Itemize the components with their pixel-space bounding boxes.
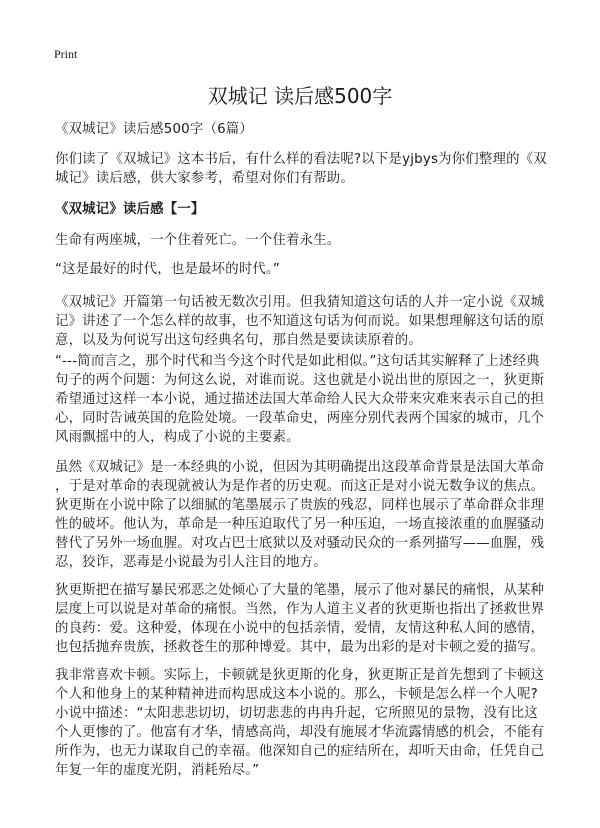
section-heading: 《双城记》读后感【一】: [55, 202, 205, 217]
text-line: 记》讲述了一个怎么样的故事，也不知道这句话为何而说。如果想理解这句话的原: [55, 314, 545, 329]
text-line: 所作为，也无力谋取自己的幸福。他深知自己的症结所在，却听天由命，任凭自己: [55, 744, 545, 759]
body-paragraph: [55, 352, 544, 447]
text-line: 层度上可以说是对革命的痛恨。当然，作为人道主义者的狄更斯也指出了拯救世界: [55, 602, 545, 617]
text-line: “这是最好的时代，也是最坏的时代。”: [55, 262, 281, 277]
text-line: 我非常喜欢卡顿。实际上，卡顿就是狄更斯的化身，狄更斯正是首先想到了卡顿这: [55, 668, 545, 683]
page-title: 双城记 读后感500字: [207, 84, 393, 108]
text-line: 意，以及为何说写出这句经典名句，那自然是要读读原着的。: [55, 333, 422, 348]
text-line: 风雨飘摇中的人，构成了小说的主要素。: [55, 430, 300, 445]
print-link[interactable]: Print: [54, 47, 78, 61]
text-line: 虽然《双城记》是一本经典的小说，但因为其明确提出这段革命背景是法国大革命: [55, 460, 545, 475]
body-paragraph: [55, 260, 280, 279]
intro-paragraph: [55, 150, 547, 188]
text-line: 忍，狡诈，恶毒是小说最为引人注目的地方。: [55, 555, 327, 570]
text-line: 小说中描述：“太阳悲悲切切，切切悲悲的冉冉升起，它所照见的景物，没有比这: [55, 706, 538, 721]
text-line: 性的破坏。他认为，革命是一种压迫取代了另一种压迫，一场直接浓重的血腥骚动: [55, 517, 545, 532]
body-paragraph: [55, 293, 544, 350]
text-line: 狄更斯把在描写暴民邪恶之处倾心了大量的笔墨，展示了他对暴民的痛恨，从某种: [55, 583, 545, 598]
text-line: 城记》读后感，供大家参考，希望对你们有帮助。: [55, 171, 354, 186]
body-paragraph: [55, 581, 544, 657]
body-paragraph: [55, 458, 544, 572]
text-line: 生命有两座城，一个住着死亡。一个住着永生。: [55, 233, 341, 248]
text-line: ，于是对革命的表现就被认为是作者的历史观。而这正是对小说无数争议的焦点。: [55, 479, 545, 494]
text-line: 句子的两个问题：为何这么说，对谁而说。这也就是小说出世的原因之一，狄更斯: [55, 373, 545, 388]
text-line: 《双城记》开篇第一句话被无数次引用。但我猜知道这句话的人并一定小说《双城: [55, 295, 545, 310]
text-line: 心，同时告诫英国的危险处境。一段革命史，两座分别代表两个国家的城市，几个: [55, 411, 545, 426]
text-line: 替代了另外一场血腥。对攻占巴士底狱以及对骚动民众的一系列描写——血腥，残: [55, 536, 545, 551]
text-line: “---简而言之，那个时代和当今这个时代是如此相似。”这句话其实解释了上述经典: [55, 354, 540, 369]
text-line: 也包括抛弃贵族，拯救苍生的那种博爱。其中，最为出彩的是对卡顿之爱的描写。: [55, 640, 545, 655]
text-line: 的良药：爱。这种爱，体现在小说中的包括亲情，爱情，友情这种私人间的感情，: [55, 621, 545, 636]
body-paragraph: [55, 666, 544, 780]
text-line: 个人更惨的了。他富有才华，情感高尚，却没有施展才华流露情感的机会，不能有: [55, 725, 545, 740]
text-line: 希望通过这样一本小说，通过描述法国大革命给人民大众带来灾难来表示自己的担: [55, 392, 545, 407]
text-line: 你们读了《双城记》这本书后，有什么样的看法呢?以下是yjbys为你们整理的《双: [55, 152, 547, 167]
body-paragraph: [55, 231, 340, 250]
subtitle: 《双城记》读后感500字（6篇）: [55, 122, 253, 137]
text-line: 狄更斯在小说中除了以细腻的笔墨展示了贵族的残忍，同样也展示了革命群众非理: [55, 498, 545, 513]
text-line: 个人和他身上的某种精神进而构思成这本小说的。那么，卡顿是怎么样一个人呢?: [55, 687, 538, 702]
text-line: 年复一年的虚度光阴，消耗殆尽。”: [55, 763, 260, 778]
